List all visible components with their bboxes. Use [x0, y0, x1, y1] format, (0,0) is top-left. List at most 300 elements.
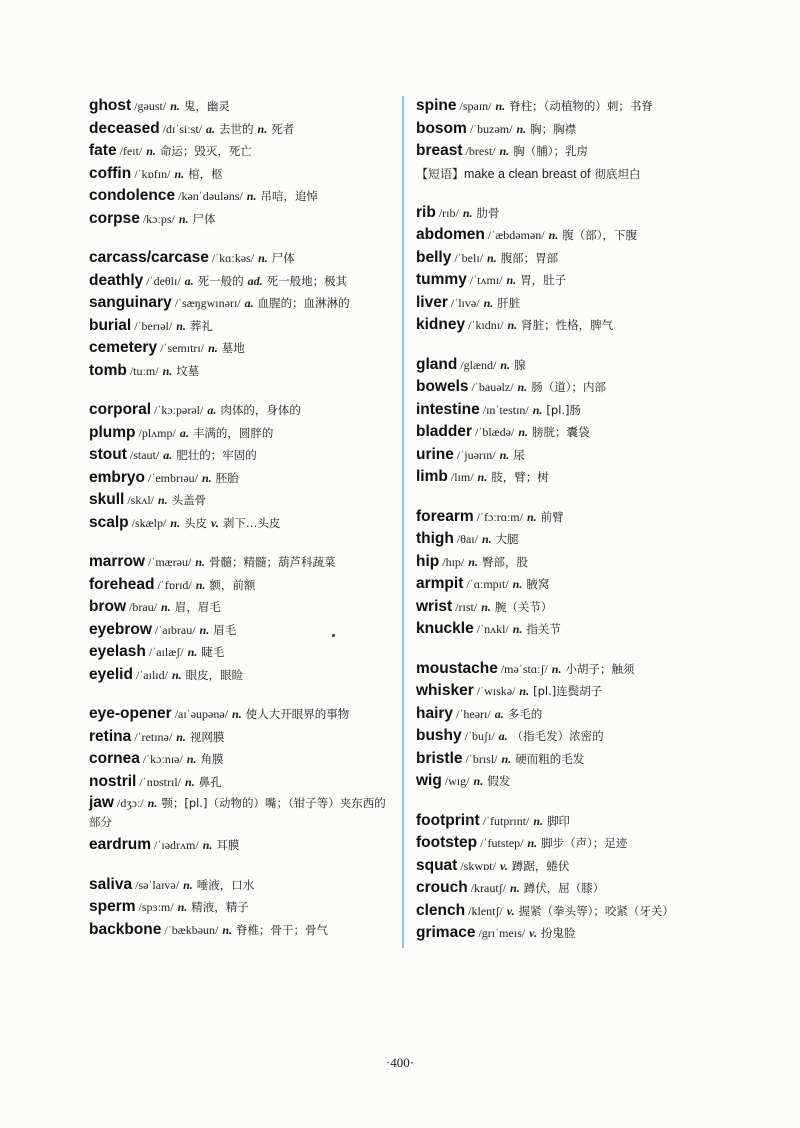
vocab-entry [89, 793, 394, 834]
vocab-entry [89, 748, 394, 771]
part-of-speech: n. [201, 470, 212, 485]
vocab-entry [416, 596, 721, 619]
headword: limb [416, 468, 448, 485]
headword: hip [416, 552, 440, 570]
phonetic: /ˈkɒfɪn/ [134, 166, 171, 181]
definition: 硬而粗的毛发 [515, 751, 585, 766]
phonetic: /hɪp/ [442, 554, 465, 569]
definition: 前臂 [540, 509, 564, 524]
phonetic: /glænd/ [460, 357, 497, 372]
phonetic: /məˈstɑːʃ/ [500, 661, 548, 676]
part-of-speech: n. [510, 881, 520, 895]
phonetic: /rɪb/ [438, 205, 459, 220]
vocab-entry [416, 314, 721, 337]
definition: 吊唁，追悼 [260, 189, 318, 203]
headword: nostril [89, 772, 137, 790]
headword: coffin [89, 164, 132, 182]
phonetic: /ˈkɔːnɪə/ [142, 752, 183, 766]
phonetic: /dɪˈsiːst/ [162, 121, 203, 136]
headword: backbone [89, 920, 162, 938]
headword: footstep [416, 834, 478, 851]
part-of-speech: n. [183, 877, 193, 892]
definition: 使人大开眼界的事物 [245, 707, 350, 721]
headword: sanguinary [89, 294, 172, 311]
part-of-speech: n. [184, 774, 195, 789]
phonetic: /spɜːm/ [138, 900, 174, 914]
definition: 视网膜 [189, 729, 225, 744]
vocab-entry [89, 489, 394, 512]
definition: 鼻孔 [198, 774, 222, 789]
phonetic: /lɪm/ [450, 470, 474, 484]
vocab-entry [89, 467, 394, 490]
vocab-entry [89, 315, 394, 338]
part-of-speech: n. [507, 318, 518, 332]
phonetic: /ˈembrɪəu/ [148, 470, 198, 485]
vocab-entry [416, 421, 721, 444]
part-of-speech: n. [177, 900, 188, 914]
part-of-speech: n. [195, 577, 206, 592]
vocab-entry [89, 703, 394, 726]
headword: bowels [416, 378, 469, 395]
part-of-speech: n. [468, 554, 478, 569]
vocab-entry [416, 573, 721, 596]
phonetic: /ˈlɪvə/ [450, 295, 480, 310]
vocab-entry [89, 360, 394, 383]
part-of-speech: n. [258, 251, 268, 265]
definition: 死者 [271, 121, 295, 136]
headword: belly [416, 248, 452, 266]
vocab-entry [416, 810, 721, 833]
headword: eardrum [89, 836, 152, 853]
phonetic: /ˈfɔːrɑːm/ [476, 509, 523, 524]
vocab-entry [416, 466, 721, 489]
headword: knuckle [416, 620, 474, 637]
headword: kidney [416, 316, 466, 333]
part-of-speech: n. [517, 380, 528, 394]
part-of-speech: n. [158, 493, 168, 507]
vocab-entry [89, 551, 394, 574]
definition: 尿 [513, 447, 525, 462]
vocab-entry [416, 658, 721, 681]
part-of-speech: a. [184, 273, 194, 288]
headword: deathly [89, 271, 144, 289]
phonetic: /ˈɑːmpɪt/ [466, 577, 509, 591]
phonetic: /ˈaɪlæʃ/ [148, 645, 184, 659]
definition: 脚印 [547, 813, 571, 828]
vocab-entry [416, 292, 721, 315]
phonetic: /grɪˈmeɪs/ [478, 926, 526, 940]
vocab-entry [89, 596, 394, 619]
definition: 尸体 [271, 251, 295, 265]
definition: 大腿 [495, 532, 519, 546]
vocab-entry [89, 95, 394, 118]
vocab-entry [89, 163, 394, 186]
vocab-entry [416, 922, 721, 945]
headword: scalp [89, 513, 129, 531]
part-of-speech: n. [532, 402, 543, 417]
vocab-entry [416, 118, 721, 141]
definition: 墓地 [221, 341, 245, 355]
part-of-speech: n. [551, 661, 562, 676]
definition: 颚；[pl.]（动物的）嘴；（钳子等）夹东西的部分 [89, 796, 386, 829]
phonetic: /ˈtʌmɪ/ [469, 273, 503, 287]
vocab-entry [416, 770, 721, 793]
phonetic: /ɪnˈtestɪn/ [482, 402, 529, 417]
vocab-entry [89, 270, 394, 293]
headword: spine [416, 97, 457, 114]
part-of-speech: n. [516, 121, 527, 136]
definition: 葬礼 [189, 318, 213, 333]
headword: forearm [416, 507, 474, 525]
phonetic: /krautʃ/ [470, 881, 507, 895]
part-of-speech: ad. [247, 273, 263, 288]
vocab-entry [416, 95, 721, 118]
phonetic: /spaɪn/ [459, 99, 492, 113]
vocab-entry [416, 376, 721, 399]
definition: 指关节 [526, 622, 561, 636]
part-of-speech: n. [146, 144, 156, 158]
headword: bladder [416, 423, 472, 440]
vocab-entry [416, 877, 721, 900]
phonetic: /ˈnɒstrɪl/ [139, 774, 181, 789]
headword: fate [89, 142, 117, 159]
phonetic: /ˈjuərɪn/ [456, 447, 496, 462]
vocab-entry [416, 900, 721, 923]
headword: marrow [89, 553, 145, 570]
definition: 肝脏 [497, 295, 521, 310]
part-of-speech: v. [529, 926, 538, 940]
headword: eyebrow [89, 620, 152, 638]
headword: urine [416, 445, 454, 463]
headword: liver [416, 293, 448, 311]
headword: rib [416, 203, 436, 221]
definition: 腕（关节） [494, 599, 553, 614]
entry-group [416, 810, 721, 945]
part-of-speech: n. [512, 622, 523, 636]
phonetic: /ˈbuʃɪ/ [464, 729, 495, 743]
entry-group [89, 874, 394, 942]
headword: footprint [416, 811, 480, 829]
vocab-entry [89, 834, 394, 857]
entry-group [416, 658, 721, 793]
part-of-speech: n. [232, 707, 242, 721]
headword: clench [416, 901, 466, 919]
part-of-speech: v. [211, 515, 219, 530]
definition: 蹲伏，屈（膝） [523, 881, 605, 895]
phonetic: /θaɪ/ [456, 532, 478, 546]
part-of-speech: a. [207, 403, 217, 417]
phonetic: /ˈbækbəun/ [164, 922, 219, 937]
part-of-speech: v. [499, 858, 508, 873]
definition: [pl.]肠 [546, 402, 582, 417]
headword: bosom [416, 119, 467, 137]
part-of-speech: a. [498, 729, 508, 743]
vocab-entry [89, 919, 394, 942]
part-of-speech: n. [246, 189, 257, 203]
phrase-tag: 【短语】 [416, 166, 465, 181]
headword: carcass/carcase [89, 249, 209, 266]
phrase-entry [416, 163, 721, 185]
part-of-speech: n. [170, 515, 181, 530]
part-of-speech: n. [495, 99, 506, 113]
headword: brow [89, 598, 127, 615]
headword: moustache [416, 659, 498, 677]
definition: 腋窝 [526, 577, 550, 591]
definition: 骨髓；精髓；葫芦科蔬菜 [209, 555, 336, 569]
phonetic: /ˈaɪlɪd/ [135, 667, 168, 682]
part-of-speech: n. [176, 729, 186, 744]
phonetic: /gəust/ [134, 99, 167, 113]
definition: 脊柱；（动植物的）刺；书脊 [509, 99, 653, 113]
definition: 胚胎 [215, 470, 239, 485]
definition: 肢，臂；树 [491, 470, 549, 484]
vocab-entry [416, 832, 721, 855]
definition: 鬼，幽灵 [183, 99, 230, 113]
part-of-speech: n. [202, 838, 213, 852]
part-of-speech: a. [163, 448, 173, 462]
part-of-speech: n. [208, 341, 218, 355]
definition: 棺，柩 [188, 166, 223, 181]
vocab-entry [416, 748, 721, 771]
part-of-speech: n. [501, 751, 512, 766]
headword: tummy [416, 271, 467, 288]
entry-group [416, 95, 721, 185]
vocab-entry [416, 506, 721, 529]
part-of-speech: n. [257, 121, 268, 136]
ink-speck [332, 634, 335, 637]
part-of-speech: n. [533, 813, 544, 828]
definition: 头皮 [184, 515, 208, 530]
phonetic: /ˈbelɪ/ [454, 250, 483, 265]
definition: 眉，眉毛 [174, 600, 221, 614]
definition: 膀胱；囊袋 [532, 425, 590, 439]
entry-group [89, 247, 394, 382]
vocab-entry [89, 512, 394, 535]
phonetic: /ˈæbdəmən/ [487, 228, 545, 242]
headword: eyelid [89, 665, 133, 683]
vocab-entry [89, 641, 394, 664]
part-of-speech: n. [548, 228, 559, 242]
phonetic: /ˈfɒrɪd/ [157, 577, 192, 592]
part-of-speech: n. [506, 273, 517, 287]
definition: 胃，肚子 [520, 273, 567, 287]
headword: jaw [89, 794, 114, 811]
vocab-entry [416, 202, 721, 225]
definition: 小胡子；触须 [565, 661, 635, 676]
phrase-definition: 彻底坦白 [594, 166, 641, 181]
part-of-speech: n. [174, 166, 185, 181]
headword: condolence [89, 187, 176, 204]
headword: cemetery [89, 339, 158, 356]
phonetic: /ˈkɑːkəs/ [211, 251, 255, 265]
definition: 死一般地；极其 [266, 273, 348, 288]
part-of-speech: n. [186, 752, 197, 766]
entry-group [89, 703, 394, 857]
part-of-speech: n. [176, 318, 186, 333]
vocab-entry [416, 140, 721, 163]
definition: 蹲踞，蜷伏 [511, 858, 570, 873]
vocab-entry [89, 619, 394, 642]
part-of-speech: n. [512, 577, 523, 591]
definition: 剥下…头皮 [222, 515, 281, 530]
vocab-entry [89, 726, 394, 749]
phonetic: /ˈberɪəl/ [134, 318, 173, 333]
part-of-speech: n. [222, 922, 233, 937]
part-of-speech: n. [526, 509, 537, 524]
phonetic: /feɪt/ [119, 144, 143, 158]
phonetic: /skælp/ [131, 515, 167, 530]
definition: 尸体 [192, 211, 216, 226]
entry-group [89, 551, 394, 686]
vocab-entry [89, 896, 394, 919]
definition: 肾脏；性格，脾气 [521, 318, 614, 332]
vocab-entry [89, 208, 394, 231]
part-of-speech: n. [161, 600, 171, 614]
left-column [89, 95, 394, 958]
column-divider [402, 96, 404, 948]
phonetic: /wɪg/ [444, 774, 470, 788]
vocab-entry [89, 185, 394, 208]
definition: 肉体的，身体的 [220, 403, 301, 417]
part-of-speech: a. [494, 706, 504, 721]
headword: corpse [89, 209, 140, 227]
definition: 肠（道）；内部 [531, 380, 606, 394]
part-of-speech: n. [481, 599, 491, 614]
entry-group [416, 354, 721, 489]
part-of-speech: n. [487, 250, 497, 265]
vocab-entry [416, 703, 721, 726]
headword: embryo [89, 468, 145, 486]
headword: breast [416, 142, 463, 159]
phonetic: /rɪst/ [455, 599, 478, 614]
headword: saliva [89, 875, 133, 893]
definition: 胸（脯）；乳房 [513, 144, 588, 158]
vocab-entry [89, 140, 394, 163]
vocab-entry [416, 528, 721, 551]
part-of-speech: a. [206, 121, 216, 136]
headword: deceased [89, 119, 160, 137]
vocab-entry [416, 247, 721, 270]
phrase-text: make a clean breast of [464, 166, 591, 181]
phonetic: /brau/ [129, 600, 158, 614]
part-of-speech: n. [483, 295, 494, 310]
headword: wig [416, 772, 442, 789]
vocab-entry [416, 551, 721, 574]
headword: plump [89, 423, 136, 441]
part-of-speech: n. [499, 447, 510, 462]
headword: burial [89, 316, 132, 334]
vocab-entry [89, 664, 394, 687]
definition: 角膜 [200, 752, 224, 766]
entry-group [416, 202, 721, 337]
part-of-speech: n. [500, 357, 511, 372]
vocab-entry [416, 680, 721, 703]
definition: 头盖骨 [171, 493, 207, 507]
definition: 唾液，口水 [196, 877, 255, 892]
part-of-speech: a. [179, 425, 189, 440]
headword: crouch [416, 879, 468, 896]
phonetic: /tuːm/ [129, 363, 159, 378]
phonetic: /staut/ [129, 448, 160, 462]
vocab-entry [89, 444, 394, 467]
entry-group [89, 95, 394, 230]
phonetic: /səˈlaɪvə/ [135, 877, 180, 892]
definition: 脚步（声）；足迹 [541, 836, 628, 850]
definition: 死一般的 [197, 273, 244, 288]
vocab-entry [416, 444, 721, 467]
phonetic: /ˈwɪskə/ [476, 684, 516, 698]
entry-group [416, 506, 721, 641]
definition: 丰满的，圆胖的 [192, 425, 274, 440]
vocab-entry [89, 292, 394, 315]
headword: tomb [89, 361, 127, 379]
phonetic: /ˈmærəu/ [148, 555, 192, 569]
phonetic: /ˈfutstep/ [480, 836, 524, 850]
part-of-speech: n. [147, 796, 158, 810]
headword: corporal [89, 401, 152, 418]
phonetic: /brest/ [465, 144, 496, 158]
phonetic: /ˈɪədrʌm/ [154, 838, 199, 852]
vocab-entry [416, 354, 721, 377]
phonetic: /ˈbauəlz/ [471, 380, 514, 394]
phonetic: /ˈbrɪsl/ [465, 751, 498, 766]
vocab-entry [416, 399, 721, 422]
definition: 血腥的；血淋淋的 [257, 296, 350, 310]
definition: 精液，精子 [191, 900, 249, 914]
headword: grimace [416, 924, 476, 941]
definition: 肥壮的；牢固的 [176, 448, 257, 462]
headword: bristle [416, 749, 463, 767]
definition: 扮鬼脸 [541, 926, 576, 940]
part-of-speech: n. [170, 99, 180, 113]
vocab-entry [416, 725, 721, 748]
page-number: ·400· [385, 1055, 415, 1070]
vocab-entry [89, 337, 394, 360]
definition: 多毛的 [507, 706, 543, 721]
part-of-speech: n. [473, 774, 484, 788]
part-of-speech: n. [499, 144, 510, 158]
part-of-speech: n. [518, 425, 528, 439]
vocab-entry [416, 269, 721, 292]
definition: 去世的 [219, 121, 254, 136]
phonetic: /ˈaɪbrau/ [154, 622, 196, 637]
phonetic: /ˈkɪdnɪ/ [468, 318, 504, 332]
definition: 命运；毁灭，死亡 [159, 144, 252, 158]
definition: 坟墓 [176, 363, 200, 378]
phonetic: /kɔːps/ [142, 211, 175, 226]
part-of-speech: n. [477, 470, 488, 484]
headword: intestine [416, 400, 480, 418]
phonetic: /dʒɔː/ [116, 796, 144, 810]
definition: 腹（部），下腹 [562, 228, 637, 242]
part-of-speech: n. [481, 532, 492, 546]
phonetic: /ˈsemɪtrɪ/ [160, 341, 205, 355]
vocab-entry [416, 855, 721, 878]
definition: 耳膜 [216, 838, 240, 852]
phonetic: /klentʃ/ [468, 903, 503, 918]
right-column [416, 95, 721, 962]
definition: （指毛发）浓密的 [511, 729, 604, 743]
headword: gland [416, 355, 458, 373]
definition: 胸；胸襟 [530, 121, 577, 136]
phonetic: /ˈnʌkl/ [476, 622, 509, 636]
definition: 眼皮，眼睑 [185, 667, 244, 682]
definition: 肋骨 [476, 205, 500, 220]
phonetic: /ˈretɪnə/ [134, 729, 173, 744]
headword: stout [89, 446, 127, 463]
headword: thigh [416, 530, 454, 547]
definition: 假发 [487, 774, 511, 788]
